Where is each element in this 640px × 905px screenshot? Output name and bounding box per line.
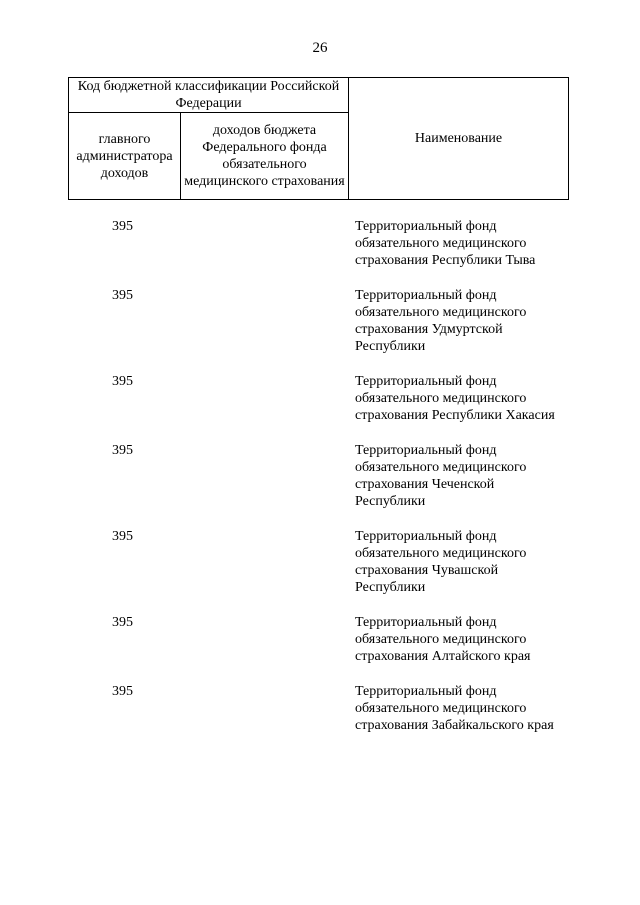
header-name-column: Наименование bbox=[349, 78, 569, 200]
page-number: 26 bbox=[312, 40, 328, 56]
list-item bbox=[68, 683, 568, 734]
fund-name: Территориальный фонд обязательного медицинского страхования Чеченской Республики bbox=[355, 443, 527, 509]
list-item bbox=[68, 528, 568, 596]
admin-code: 395 bbox=[112, 288, 133, 303]
header-income-column: доходов бюджета Федерального фонда обязательного медицинского страхования bbox=[181, 113, 349, 200]
admin-code: 395 bbox=[112, 219, 133, 234]
header-admin-column: главного администратора доходов bbox=[69, 113, 181, 200]
list-item bbox=[68, 218, 568, 269]
fund-name: Территориальный фонд обязательного медицинского страхования Забайкальского края bbox=[355, 684, 554, 733]
fund-name: Территориальный фонд обязательного медицинского страхования Чувашской Республики bbox=[355, 529, 527, 595]
fund-name: Территориальный фонд обязательного медицинского страхования Республики Хакасия bbox=[355, 374, 555, 423]
admin-code: 395 bbox=[112, 684, 133, 699]
fund-name: Территориальный фонд обязательного медицинского страхования Республики Тыва bbox=[355, 219, 536, 268]
list-item bbox=[68, 614, 568, 665]
budget-classification-header-table bbox=[68, 77, 569, 200]
list-item bbox=[68, 287, 568, 355]
admin-code: 395 bbox=[112, 374, 133, 389]
list-item bbox=[68, 442, 568, 510]
admin-code: 395 bbox=[112, 615, 133, 630]
fund-name: Территориальный фонд обязательного медицинского страхования Алтайского края bbox=[355, 615, 531, 664]
fund-name: Территориальный фонд обязательного медицинского страхования Удмуртской Республики bbox=[355, 288, 527, 354]
admin-code: 395 bbox=[112, 443, 133, 458]
fund-list bbox=[68, 218, 568, 734]
list-item bbox=[68, 373, 568, 424]
header-code-group: Код бюджетной классификации Российской Федерации bbox=[69, 78, 349, 113]
admin-code: 395 bbox=[112, 529, 133, 544]
